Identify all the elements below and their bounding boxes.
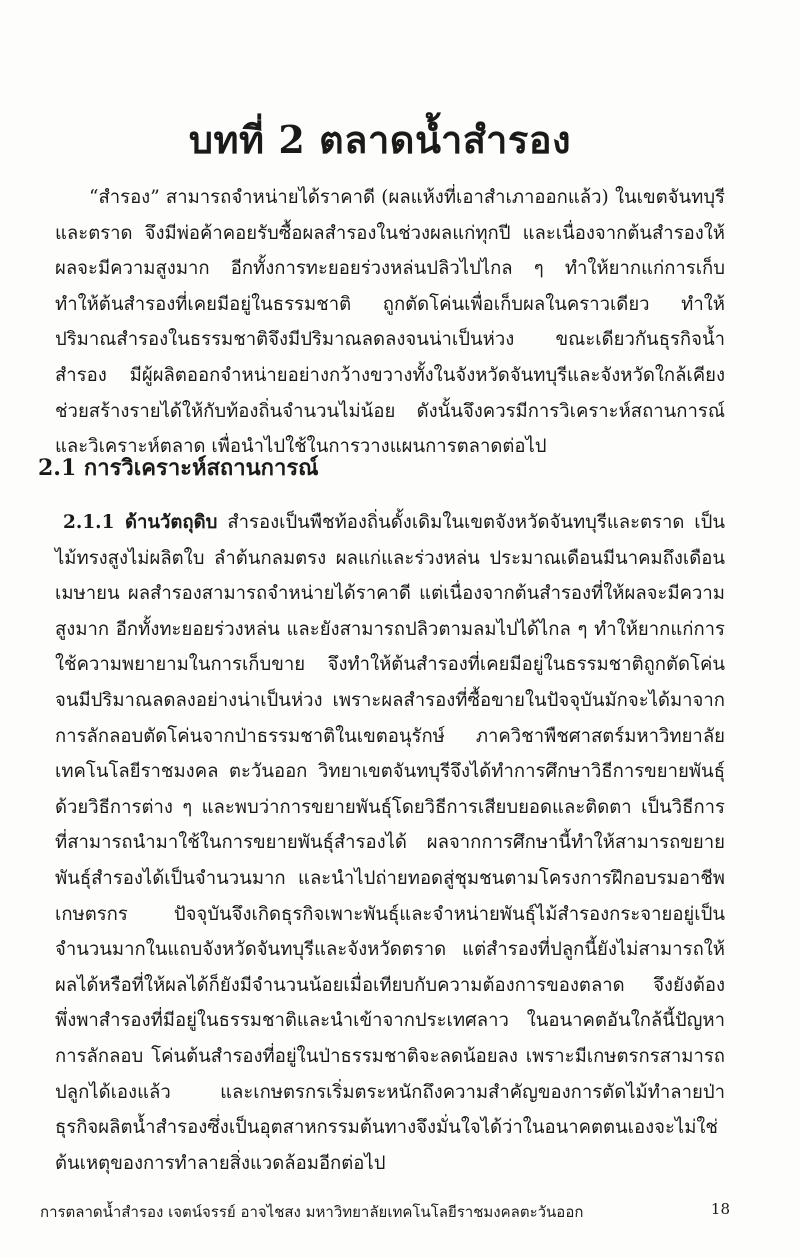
- section-heading: 2.1 การวิเคราะห์สถานการณ์: [38, 455, 319, 481]
- subsection-label: 2.1.1 ด้านวัตถุดิบ: [63, 512, 218, 533]
- chapter-title: บทที่ 2 ตลาดน้ำสำรอง: [188, 117, 572, 163]
- page-footer: [40, 1200, 730, 1224]
- page-number: 18: [710, 1200, 730, 1218]
- intro-paragraph: “สำรอง” สามารถจำหน่ายได้ราคาดี (ผลแห้งที่เอาสำเภาออกแล้ว) ในเขตจันทบุรีและตราด จึงมีพ่อค้าคอยรับซื้อผลสำรองในช่วงผลแก่ทุกปี และเนื่องจากต้นสำรองให้ผลจะมีความสูงมาก อีกทั้งการทะยอยร่วงหล่นปลิวไปไกล ๆ ทำให้ยากแก่การเก็บ ทำให้ต้นสำรองที่เคยมีอยู่ในธรรมชาติ ถูกตัดโค่นเพื่อเก็บผลในคราวเดียว ทำให้ปริมาณสำรองในธรรมชาติจึงมีปริมาณลดลงจนน่าเป็นห่วง ขณะเดียวกันธุรกิจน้ำสำรอง มีผู้ผลิตออกจำหน่ายอย่างกว้างขวางทั้งในจังหวัดจันทบุรีและจังหวัดใกล้เคียงช่วยสร้างรายได้ให้กับท้องถิ่นจำนวนไม่น้อย ดังนั้นจึงควรมีการวิเคราะห์สถานการณ์ และวิเคราะห์ตลาด เพื่อนำไปใช้ในการวางแผนการตลาดต่อไป: [55, 187, 725, 458]
- subsection-text: สำรองเป็นพืชท้องถิ่นดั้งเดิมในเขตจังหวัดจันทบุรีและตราด เป็นไม้ทรงสูงไม่ผลิตใบ ลำต้นกลมตรง ผลแก่และร่วงหล่น ประมาณเดือนมีนาคมถึงเดือนเมษายน ผลสำรองสามารถจำหน่ายได้ราคาดี แต่เนื่องจากต้นสำรองที่ให้ผลจะมีความสูงมาก อีกทั้งทะยอยร่วงหล่น และยังสามารถปลิวตามลมไปได้ไกล ๆ ทำให้ยากแก่การใช้ความพยายามในการเก็บขาย จึงทำให้ต้นสำรองที่เคยมีอยู่ในธรรมชาติถูกตัดโค่นจนมีปริมาณลดลงอย่างน่าเป็นห่วง เพราะผลสำรองที่ซื้อขายในปัจจุบันมักจะได้มาจากการลักลอบตัดโค่นจากป่าธรรมชาติในเขตอนุรักษ์ ภาควิชาพืชศาสตร์มหาวิทยาลัยเทคโนโลยีราชมงคล ตะวันออก วิทยาเขตจันทบุรีจึงได้ทำการศึกษาวิธีการขยายพันธุ์ด้วยวิธีการต่าง ๆ และพบว่าการขยายพันธุ์โดยวิธีการเสียบยอดและติดตา เป็นวิธีการที่สามารถนำมาใช้ในการขยายพันธุ์สำรองได้ ผลจากการศึกษานี้ทำให้สามารถขยายพันธุ์สำรองได้เป็นจำนวนมาก และนำไปถ่ายทอดสู่ชุมชนตามโครงการฝึกอบรมอาชีพเกษตรกร ปัจจุบันจึงเกิดธุรกิจเพาะพันธุ์และจำหน่ายพันธุ์ไม้สำรองกระจายอยู่เป็นจำนวนมากในแถบจังหวัดจันทบุรีและจังหวัดตราด แต่สำรองที่ปลูกนี้ยังไม่สามารถให้ผลได้หรือที่ให้ผลได้ก็ยังมีจำนวนน้อยเมื่อเทียบกับความต้องการของตลาด จึงยังต้องพึ่งพาสำรองที่มีอยู่ในธรรมชาติและนำเข้าจากประเทศลาว ในอนาคตอันใกล้นี้ปัญหาการลักลอบ โค่นต้นสำรองที่อยู่ในป่าธรรมชาติจะลดน้อยลง เพราะมีเกษตรกรสามารถปลูกได้เองแล้ว และเกษตรกรเริ่มตระหนักถึงความสำคัญของการตัดไม้ทำลายป่า ธุรกิจผลิตน้ำสำรองซึ่งเป็นอุตสาหกรรมต้นทางจึงมั่นใจได้ว่าในอนาคตตนเองจะไม่ใช่ต้นเหตุของการทำลายสิ่งแวดล้อมอีกต่อไป: [55, 512, 725, 1174]
- subsection-paragraph: [55, 505, 725, 1181]
- footer-credit: การตลาดน้ำสำรอง เจตน์จรรย์ อาจไชสง มหาวิทยาลัยเทคโนโลยีราชมงคลตะวันออก: [40, 1203, 584, 1221]
